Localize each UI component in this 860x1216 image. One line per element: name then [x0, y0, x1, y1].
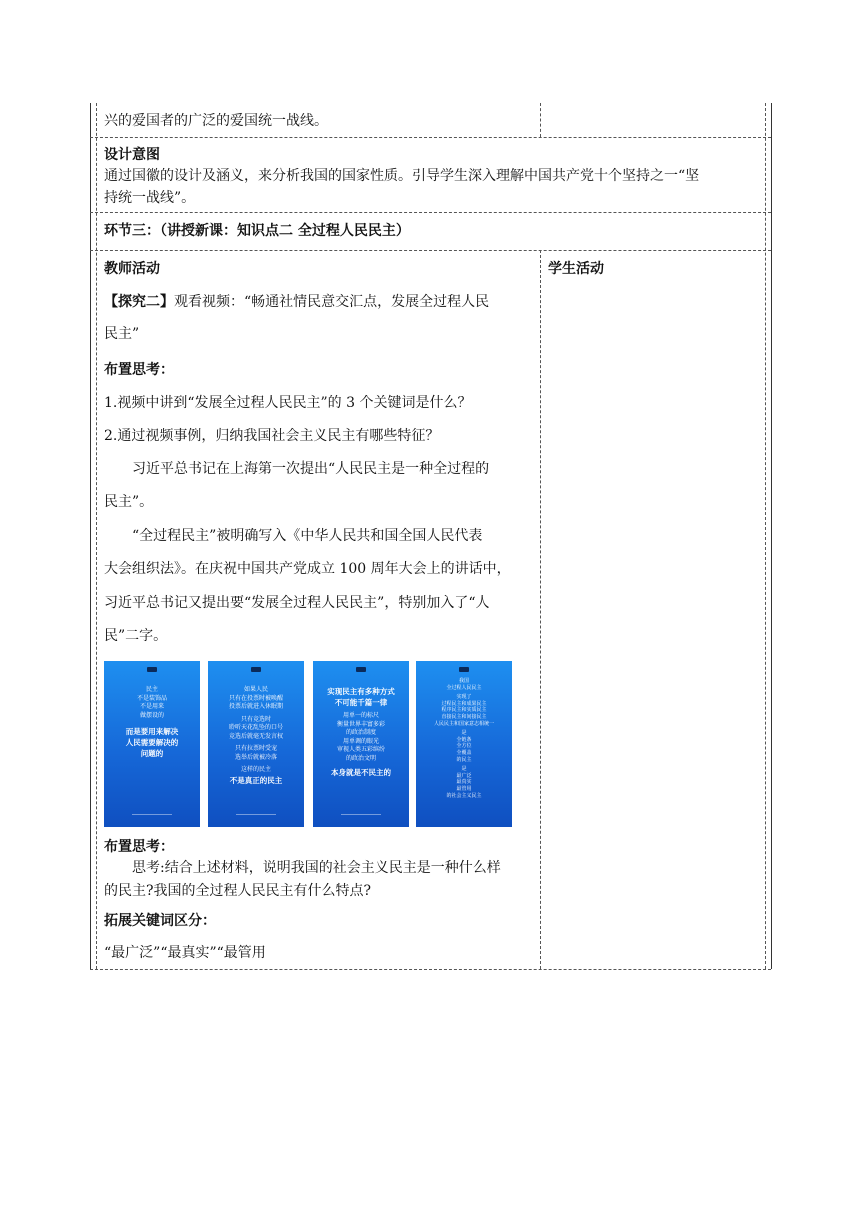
think-2-line-2: 的民主?我国的全过程人民民主有什么特点?: [104, 883, 372, 899]
poster-1-footer: [110, 810, 194, 819]
row-divider-2: [90, 212, 771, 213]
poster-1-line: 人民需要解决的: [125, 738, 179, 747]
row-divider-3: [90, 250, 771, 251]
poster-1-line: 做摆设的: [139, 711, 164, 719]
think-heading-1: 布置思考：: [104, 362, 174, 378]
explore-text: 观看视频：“畅通社情民意交汇点，发展全过程人民: [174, 294, 490, 310]
paragraph-2-line-4: 民”二字。: [104, 628, 168, 644]
poster-4-line: 过程民主和成果民主: [441, 700, 487, 707]
poster-4-line: 最真实: [456, 779, 472, 786]
poster-1-line: 问题的: [140, 749, 164, 758]
poster-1: [104, 661, 200, 827]
poster-3-text: [313, 686, 409, 778]
poster-2-line: 只有竞选时: [240, 715, 271, 723]
poster-2-line: 竞选后就毫无发言权: [228, 732, 283, 740]
poster-2-line: 投票后就进入休眠期: [228, 703, 283, 710]
question-1: 1.视频中讲到“发展全过程人民民主”的 3 个关键词是什么？: [104, 395, 472, 411]
paragraph-1-line-1: 习近平总书记在上海第一次提出“人民民主是一种全过程的: [132, 461, 490, 477]
design-intent-line-1: 通过国徽的设计及涵义，来分析我国的国家性质。引导学生深入理解中国共产党十个坚持之一“坚: [104, 168, 700, 184]
poster-4-line: 全链条: [456, 736, 472, 743]
paragraph-2-line-2: 大会组织法》。在庆祝中国共产党成立 100 周年大会上的讲话中，: [104, 561, 511, 577]
poster-1-text: [104, 686, 200, 759]
poster-3-logo: [356, 667, 366, 672]
poster-4-line: 最管用: [456, 785, 472, 792]
poster-2-line: 只有拉票时受宠: [234, 745, 277, 752]
poster-2-logo: [251, 667, 261, 672]
activity-column-divider: [540, 250, 541, 969]
explore-label: 【探究二】: [104, 294, 174, 310]
poster-4-text: [416, 678, 512, 799]
table-left-border: [90, 103, 91, 969]
table-right-border: [771, 103, 772, 969]
poster-2-line: 聆听天花乱坠的口号: [228, 724, 283, 731]
student-activity-heading: 学生活动: [548, 261, 604, 277]
poster-2-line: 如果人民: [243, 686, 268, 693]
poster-3: [313, 661, 409, 827]
question-2: 2.通过视频事例，归纳我国社会主义民主有哪些特征？: [104, 428, 440, 444]
poster-4-line: 全过程人民民主: [446, 684, 482, 691]
explore-line-1: [104, 292, 489, 312]
keywords-line: “最广泛”“最真实”“最管用: [104, 945, 266, 961]
poster-4-line: 是: [461, 766, 467, 773]
poster-3-line: 用单调的眼光: [342, 737, 379, 745]
poster-3-line: 审视人类五彩缤纷: [336, 746, 385, 753]
think-2-line-1: 思考:结合上述材料，说明我国的社会主义民主是一种什么样: [132, 860, 501, 876]
poster-2: [208, 661, 304, 827]
poster-2-footer: [214, 810, 298, 819]
extend-heading: 拓展关键词区分：: [104, 913, 216, 929]
poster-1-separator: [132, 814, 172, 815]
poster-2-line: 只有在投票时被唤醒: [228, 694, 283, 702]
poster-4-logo: [459, 667, 469, 672]
explore-line-2: 民主”: [104, 326, 140, 342]
poster-4-line: 是: [461, 730, 467, 737]
design-intent-heading: 设计意图: [104, 147, 160, 163]
poster-4-line: 实现了: [456, 694, 472, 701]
poster-1-line: 不是用来: [139, 703, 164, 710]
poster-3-line: 衡量世界丰富多彩: [336, 720, 385, 728]
table-bottom-border: [90, 969, 771, 970]
paragraph-2-line-1: “全过程民主”被明确写入《中华人民共和国全国人民代表: [132, 528, 483, 544]
poster-2-line: 选举后就被冷落: [234, 753, 277, 761]
think-heading-2: 布置思考：: [104, 839, 174, 855]
poster-2-line: 不是真正的民主: [229, 775, 283, 785]
poster-3-separator: [341, 814, 381, 815]
poster-4-line: 程序民主和实质民主: [441, 707, 487, 714]
poster-1-line: 民主: [145, 686, 158, 693]
design-intent-line-2: 持统一战线”。: [104, 190, 196, 206]
paragraph-2-line-3: 习近平总书记又提出要“发展全过程人民民主”，特别加入了“人: [104, 595, 490, 611]
row1-text: 兴的爱国者的广泛的爱国统一战线。: [104, 113, 328, 129]
poster-3-footer: [319, 810, 403, 819]
poster-1-line: 不是装饰品: [136, 694, 167, 702]
poster-4-line: 最广泛: [456, 772, 472, 779]
poster-3-line: 不可能千篇一律: [334, 698, 388, 707]
poster-2-text: [208, 686, 304, 786]
paragraph-1-line-2: 民主”。: [104, 494, 154, 510]
poster-4-line: 全方位: [456, 743, 472, 750]
table-inner-right-border: [765, 103, 766, 969]
poster-4: [416, 661, 512, 827]
poster-images: [104, 661, 512, 827]
teacher-activity-heading: 教师活动: [104, 261, 160, 277]
poster-3-line: 的政治制度: [345, 729, 376, 736]
poster-3-line: 实现民主有多种方式: [327, 687, 395, 696]
poster-1-logo: [147, 667, 157, 672]
row-divider-1: [90, 137, 771, 138]
section-heading: [104, 221, 410, 241]
poster-2-separator: [236, 814, 276, 815]
poster-4-line: 的民主: [456, 756, 472, 763]
poster-4-line: 我国: [458, 678, 469, 684]
poster-1-line: 而是要用来解决: [125, 727, 179, 736]
row1-column-divider: [540, 103, 541, 137]
poster-4-line: 人民民主和国家意志相统一: [433, 720, 494, 727]
poster-3-line: 用单一的标尺: [342, 712, 379, 719]
table-inner-left-border: [96, 103, 97, 969]
poster-2-line: 这样的民主: [240, 766, 271, 773]
section-heading-text: 环节三：（讲授新课：知识点二 全过程人民民主）: [104, 223, 410, 239]
poster-3-line: 本身就是不民主的: [331, 768, 391, 777]
poster-3-line: 的政治文明: [345, 754, 376, 762]
poster-4-line: 全覆盖: [456, 749, 472, 756]
poster-4-line: 直接民主和间接民主: [441, 713, 487, 720]
poster-4-line: 的社会主义民主: [446, 792, 482, 799]
